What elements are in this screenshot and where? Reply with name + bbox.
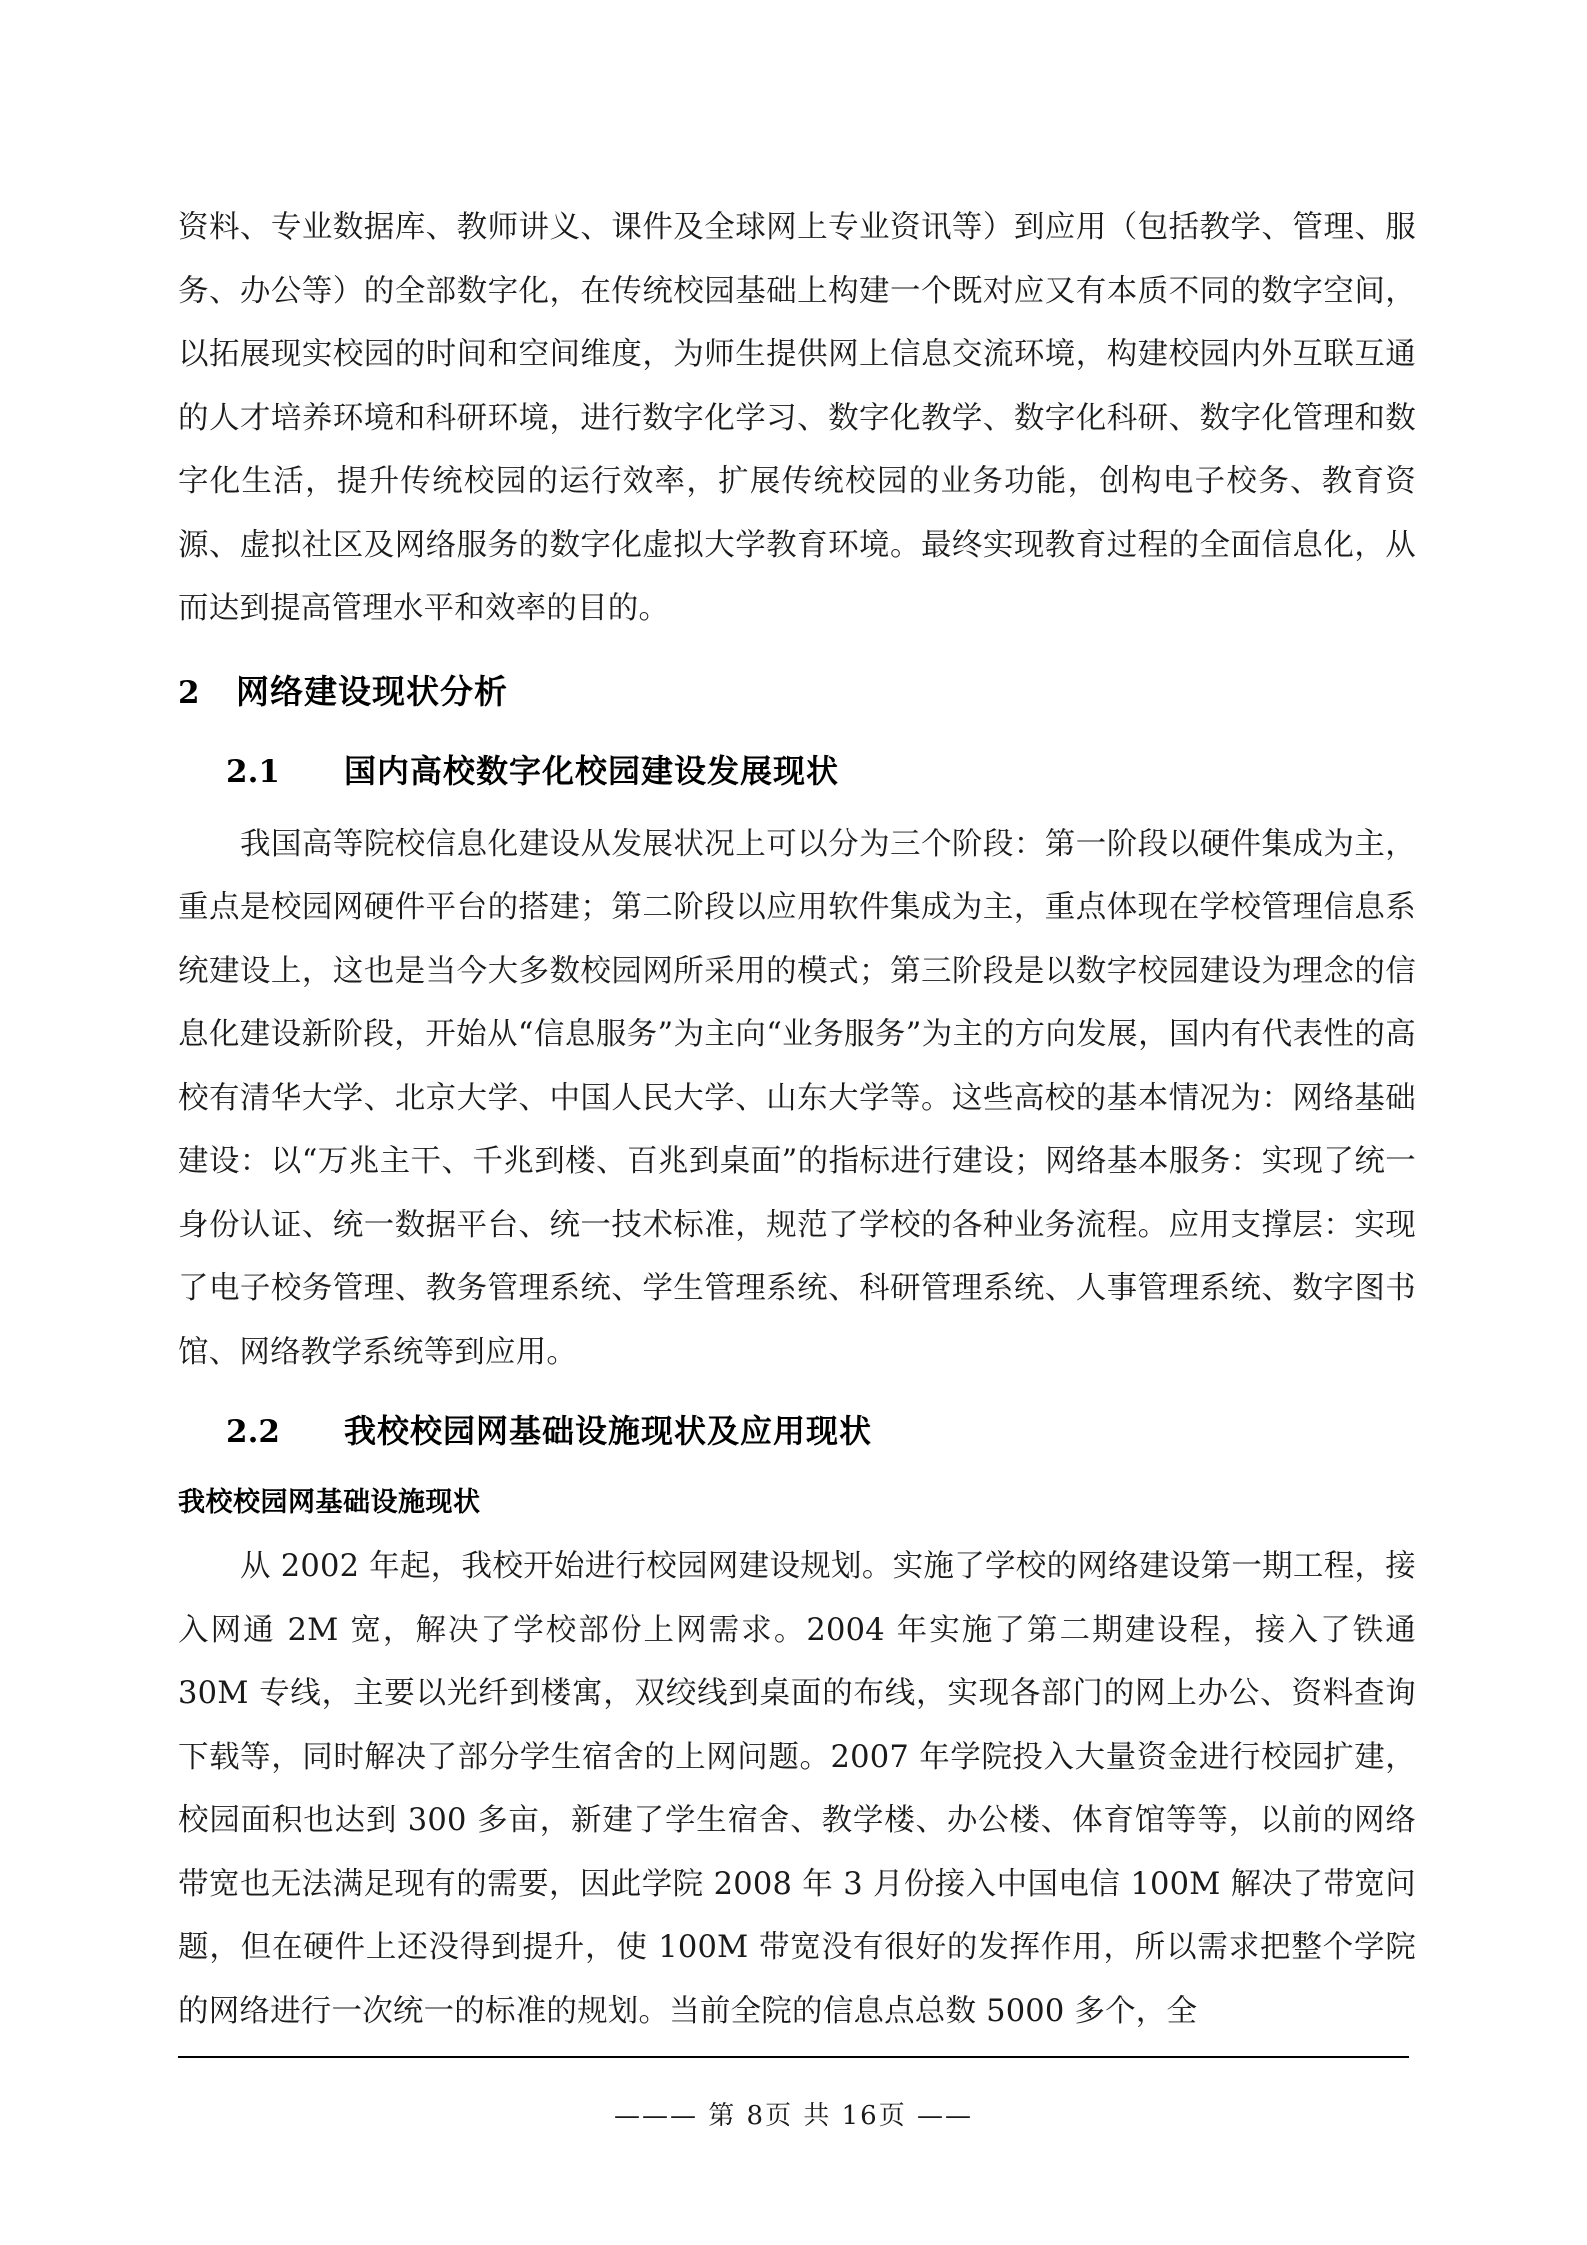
- heading-section-2-2: [178, 1400, 1416, 1463]
- heading-section-2: [178, 661, 1416, 724]
- heading-section-2-1-title: 国内高校数字化校园建设发展现状: [344, 751, 840, 790]
- footer-page-number: ——— 第 8页 共 16页 ——: [614, 2101, 973, 2131]
- heading-section-2-1: [178, 740, 1416, 803]
- footer-divider: [178, 2056, 1409, 2058]
- heading-section-2-title: 网络建设现状分析: [236, 671, 508, 711]
- heading-section-2-2-title: 我校校园网基础设施现状及应用现状: [344, 1412, 873, 1450]
- heading-section-2-number: 2: [178, 674, 200, 711]
- subheading-campus-network-infrastructure: 我校校园网基础设施现状: [178, 1487, 481, 1518]
- heading-section-2-1-number: 2.1: [226, 753, 280, 790]
- paragraph-section-2-2-body: 从 2002 年起，我校开始进行校园网建设规划。实施了学校的网络建设第一期工程，接入网通 2M 宽，解决了学校部份上网需求。2004 年实施了第二期建设程，接入了铁通 30M 专线，主要以光纤到楼寓，双绞线到桌面的布线，实现各部门的网上办公、资料查询下载等，同时解决了部分学生宿舍的上网问题。2007 年学院投入大量资金进行校园扩建，校园面积也达到 300 多亩，新建了学生宿舍、教学楼、办公楼、体育馆等等，以前的网络带宽也无法满足现有的需要，因此学院 2008 年 3 月份接入中国电信 100M 解决了带宽问题，但在硬件上还没得到提升，使 100M 带宽没有很好的发挥作用，所以需求把整个学院的网络进行一次统一的标准的规划。当前全院的信息点总数 5000 多个，全: [178, 1549, 1416, 2029]
- page-content: [178, 196, 1416, 2043]
- heading-section-2-2-number: 2.2: [226, 1414, 280, 1450]
- paragraph-intro-continued: 资料、专业数据库、教师讲义、课件及全球网上专业资讯等）到应用（包括教学、管理、服务、办公等）的全部数字化，在传统校园基础上构建一个既对应又有本质不同的数字空间，以拓展现实校园的时间和空间维度，为师生提供网上信息交流环境，构建校园内外互联互通的人才培养环境和科研环境，进行数字化学习、数字化教学、数字化科研、数字化管理和数字化生活，提升传统校园的运行效率，扩展传统校园的业务功能，创构电子校务、教育资源、虚拟社区及网络服务的数字化虚拟大学教育环境。最终实现教育过程的全面信息化，从而达到提高管理水平和效率的目的。: [178, 210, 1416, 626]
- paragraph-section-2-1-body: 我国高等院校信息化建设从发展状况上可以分为三个阶段：第一阶段以硬件集成为主，重点是校园网硬件平台的搭建；第二阶段以应用软件集成为主，重点体现在学校管理信息系统建设上，这也是当今大多数校园网所采用的模式；第三阶段是以数字校园建设为理念的信息化建设新阶段，开始从“信息服务”为主向“业务服务”为主的方向发展，国内有代表性的高校有清华大学、北京大学、中国人民大学、山东大学等。这些高校的基本情况为：网络基础建设：以“万兆主干、千兆到楼、百兆到桌面”的指标进行建设；网络基本服务：实现了统一身份认证、统一数据平台、统一技术标准，规范了学校的各种业务流程。应用支撑层：实现了电子校务管理、教务管理系统、学生管理系统、科研管理系统、人事管理系统、数字图书馆、网络教学系统等到应用。: [178, 826, 1416, 1370]
